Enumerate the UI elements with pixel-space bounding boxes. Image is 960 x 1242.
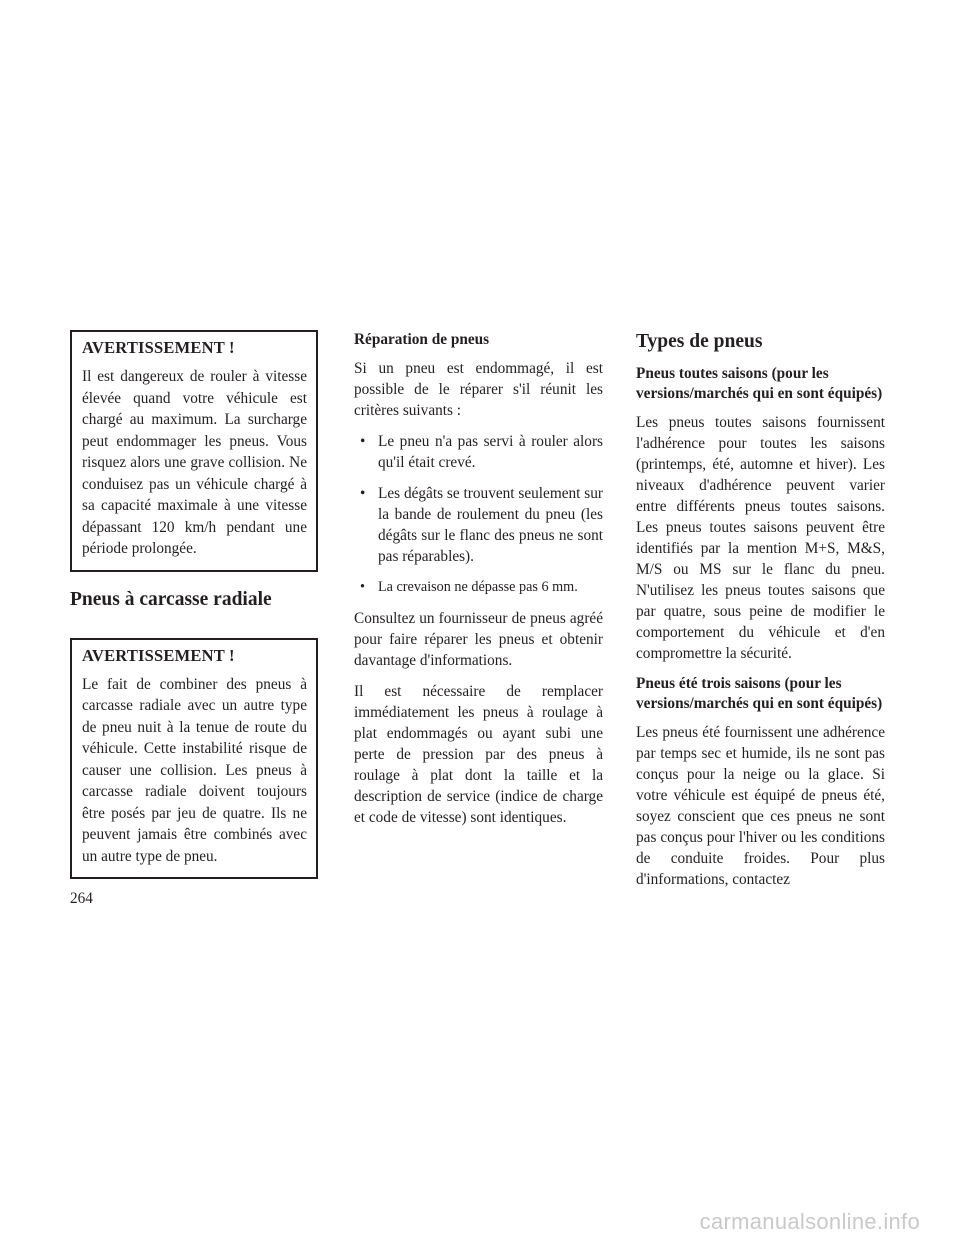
subheading-all-season: Pneus toutes saisons (pour les versions/marchés qui en sont équipés) bbox=[636, 365, 883, 402]
subheading-summer: Pneus été trois saisons (pour les versions/marchés qui en sont équipés) bbox=[636, 675, 883, 712]
subheading-tire-repair: Réparation de pneus bbox=[354, 331, 490, 348]
page-number: 264 bbox=[70, 890, 93, 907]
warning-text: Le fait de combiner des pneus à carcasse radiale avec un autre type de pneu nuit à la tenue de route du véhicule. Cette instabilité risque de causer une collision. Les pneus à carcasse radiale doivent toujours être posés par jeu de quatre. Ils ne peuvent jamais être combinés avec un autre type de pneu. bbox=[82, 675, 307, 865]
warning-text: Il est dangereux de rouler à vitesse élevée quand votre véhicule est chargé au maximum. La surcharge peut endommager les pneus. Vous risquez alors une grave collision. Ne conduisez pas un véhicule chargé à sa capacité maximale à une vitesse dépassant 120 km/h pendant une période prolongée. bbox=[82, 368, 307, 557]
repair-para-runflat: Il est nécessaire de remplacer immédiatement les pneus à roulage à plat endommagés ou ayant subi une perte de pression par des pneus à roulage à plat dont la taille et la description de service (indice de charge et code de vitesse) sont identiques. bbox=[354, 683, 603, 826]
right-column bbox=[636, 330, 885, 900]
warning-title: AVERTISSEMENT ! bbox=[82, 338, 235, 357]
section-title-tire-types: Types de pneus bbox=[636, 331, 763, 352]
repair-intro: Si un pneu est endommagé, il est possible de le réparer s'il réunit les critères suivants : bbox=[354, 360, 603, 419]
list-item: • La crevaison ne dépasse pas 6 mm. bbox=[360, 579, 578, 595]
repair-para-consult: Consultez un fournisseur de pneus agréé pour faire réparer les pneus et obtenir davantage d'informations. bbox=[354, 610, 603, 669]
middle-column bbox=[354, 330, 603, 838]
repair-criteria-list bbox=[354, 431, 603, 598]
list-item: • Les dégâts se trouvent seulement sur la bande de roulement du pneu (les dégâts sur le flanc des pneus ne sont pas réparables). bbox=[360, 485, 603, 565]
section-title-radial: Pneus à carcasse radiale bbox=[70, 588, 272, 610]
list-item: • Le pneu n'a pas servi à rouler alors qu'il était crevé. bbox=[360, 433, 603, 471]
warning-box-radial bbox=[70, 638, 318, 880]
warning-box-speed bbox=[70, 330, 318, 572]
all-season-text: Les pneus toutes saisons fournissent l'adhérence pour toutes les saisons (printemps, été, automne et hiver). Les niveaux d'adhérence peuvent varier entre différents pneus toutes saisons. Les pneus toutes saisons peuvent être identifiés par la mention M+S, M&S, M/S ou MS sur le flanc du pneu. N'utilisez les pneus toutes saisons que par quatre, sous peine de modifier le comportement du véhicule et d'en compromettre la sécurité. bbox=[636, 414, 885, 662]
left-column bbox=[70, 330, 318, 879]
summer-text: Les pneus été fournissent une adhérence par temps sec et humide, ils ne sont pas conçus pour la neige ou la glace. Si votre véhicule est équipé de pneus été, soyez conscient que ces pneus ne sont pas conçus pour l'hiver ou les conditions de conduite froides. Pour plus d'informations, contactez bbox=[636, 724, 885, 888]
warning-title: AVERTISSEMENT ! bbox=[82, 645, 235, 665]
watermark: carmanualsonline.info bbox=[699, 1209, 920, 1234]
